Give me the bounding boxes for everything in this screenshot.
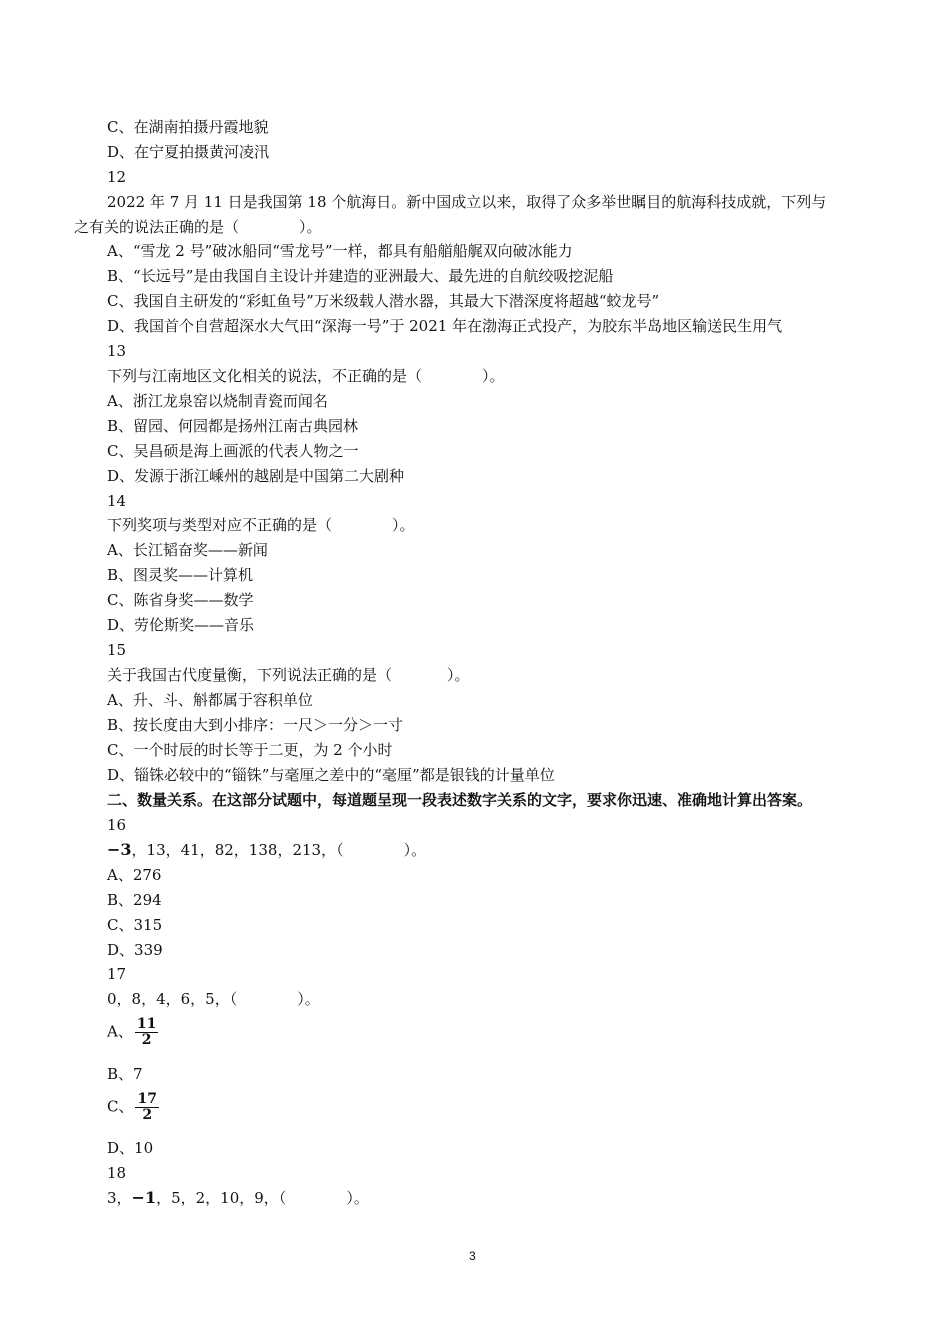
q12-option-d: D、我国首个自营超深水大气田“深海一号”于 2021 年在渤海正式投产，为胶东半岛地区输送民生用气 bbox=[107, 317, 783, 335]
q13-stem-prefix: 下列与江南地区文化相关的说法，不正确的是（ bbox=[107, 367, 423, 385]
q12-option-b: B、“长远号”是由我国自主设计并建造的亚洲最大、最先进的自航绞吸挖泥船 bbox=[107, 267, 614, 285]
q17-option-d: D、10 bbox=[107, 1139, 154, 1157]
q17-number: 17 bbox=[107, 965, 127, 983]
q17-option-a-label: A、 bbox=[107, 1022, 133, 1041]
q13-stem bbox=[107, 367, 505, 385]
q15-option-d: D、锱铢必较中的“锱铢”与毫厘之差中的“毫厘”都是银钱的计量单位 bbox=[107, 766, 555, 784]
q14-stem-prefix: 下列奖项与类型对应不正确的是（ bbox=[107, 516, 333, 534]
q11-option-d: D、在宁夏拍摄黄河凌汛 bbox=[107, 143, 270, 161]
q18-number: 18 bbox=[107, 1164, 127, 1182]
q14-stem bbox=[107, 516, 415, 534]
q17-option-c-numerator: 17 bbox=[137, 1091, 157, 1107]
q12-stem-prefix: 之有关的说法正确的是（ bbox=[74, 218, 240, 236]
q15-option-b: B、按长度由大到小排序：一尺＞一分＞一寸 bbox=[107, 716, 404, 734]
q17-option-c-fraction bbox=[135, 1092, 158, 1123]
q18-negative-term: −1 bbox=[131, 1188, 157, 1207]
q18-stem-rest: ，5，2，10，9，（ bbox=[156, 1189, 287, 1207]
q14-option-a: A、长江韬奋奖——新闻 bbox=[107, 541, 268, 559]
q17-option-c bbox=[107, 1092, 159, 1123]
q17-option-c-label: C、 bbox=[107, 1097, 134, 1116]
q16-stem-rest: ，13，41，82，138，213，（ bbox=[131, 841, 344, 859]
q14-option-b: B、图灵奖——计算机 bbox=[107, 566, 254, 584]
q12-option-a: A、“雪龙 2 号”破冰船同“雪龙号”一样，都具有船艏船艉双向破冰能力 bbox=[107, 242, 573, 260]
q17-option-a-fraction bbox=[135, 1017, 158, 1048]
q16-stem-suffix: ）。 bbox=[403, 841, 427, 859]
q14-option-d: D、劳伦斯奖——音乐 bbox=[107, 616, 255, 634]
q16-option-a: A、276 bbox=[107, 866, 162, 884]
q18-stem-suffix: ）。 bbox=[346, 1189, 369, 1207]
q15-option-a: A、升、斗、斛都属于容积单位 bbox=[107, 691, 313, 709]
q14-stem-suffix: ）。 bbox=[392, 516, 415, 534]
q13-option-d: D、发源于浙江嵊州的越剧是中国第二大剧种 bbox=[107, 467, 405, 485]
q17-option-b: B、7 bbox=[107, 1065, 143, 1083]
q17-stem-prefix: 0，8，4，6，5，（ bbox=[107, 990, 238, 1008]
q13-option-a: A、浙江龙泉窑以烧制青瓷而闻名 bbox=[107, 392, 328, 410]
q16-option-d: D、339 bbox=[107, 941, 163, 959]
page-number: 3 bbox=[469, 1249, 476, 1263]
q12-stem-line1: 2022 年 7 月 11 日是我国第 18 个航海日。新中国成立以来，取得了众多举世瞩目的航海科技成就，下列与 bbox=[107, 193, 827, 211]
q17-stem-suffix: ）。 bbox=[297, 990, 320, 1008]
q16-number: 16 bbox=[107, 816, 127, 834]
q17-stem bbox=[107, 990, 320, 1008]
q16-first-term: −3 bbox=[107, 840, 132, 859]
q16-option-b: B、294 bbox=[107, 891, 162, 909]
q12-number: 12 bbox=[107, 168, 127, 186]
q13-number: 13 bbox=[107, 342, 127, 360]
q17-option-a bbox=[107, 1017, 158, 1048]
q13-option-c: C、吴昌硕是海上画派的代表人物之一 bbox=[107, 442, 359, 460]
q17-option-a-denominator: 2 bbox=[141, 1032, 152, 1048]
q11-option-c: C、在湖南拍摄丹霞地貌 bbox=[107, 118, 269, 136]
q15-stem-prefix: 关于我国古代度量衡，下列说法正确的是（ bbox=[107, 666, 393, 684]
q16-option-c: C、315 bbox=[107, 916, 163, 934]
q18-stem-prefix: 3， bbox=[107, 1189, 132, 1207]
q12-stem-suffix: ）。 bbox=[299, 218, 322, 236]
q15-number: 15 bbox=[107, 641, 127, 659]
q17-option-c-denominator: 2 bbox=[142, 1107, 153, 1123]
q14-option-c: C、陈省身奖——数学 bbox=[107, 591, 254, 609]
q13-stem-suffix: ）。 bbox=[482, 367, 505, 385]
q16-stem bbox=[107, 841, 426, 859]
q14-number: 14 bbox=[107, 492, 127, 510]
q12-option-c: C、我国自主研发的“彩虹鱼号”万米级载人潜水器，其最大下潜深度将超越“蛟龙号” bbox=[107, 292, 660, 310]
section-heading-quantitative: 二、数量关系。在这部分试题中，每道题呈现一段表述数字关系的文字，要求你迅速、准确地计算出答案。 bbox=[107, 791, 813, 809]
q15-stem-suffix: ）。 bbox=[447, 666, 470, 684]
q12-stem-line2 bbox=[74, 218, 322, 236]
q17-option-a-numerator: 11 bbox=[136, 1016, 157, 1032]
q15-stem bbox=[107, 666, 470, 684]
q13-option-b: B、留园、何园都是扬州江南古典园林 bbox=[107, 417, 359, 435]
q18-stem bbox=[107, 1189, 369, 1207]
q15-option-c: C、一个时辰的时长等于二更，为 2 个小时 bbox=[107, 741, 393, 759]
